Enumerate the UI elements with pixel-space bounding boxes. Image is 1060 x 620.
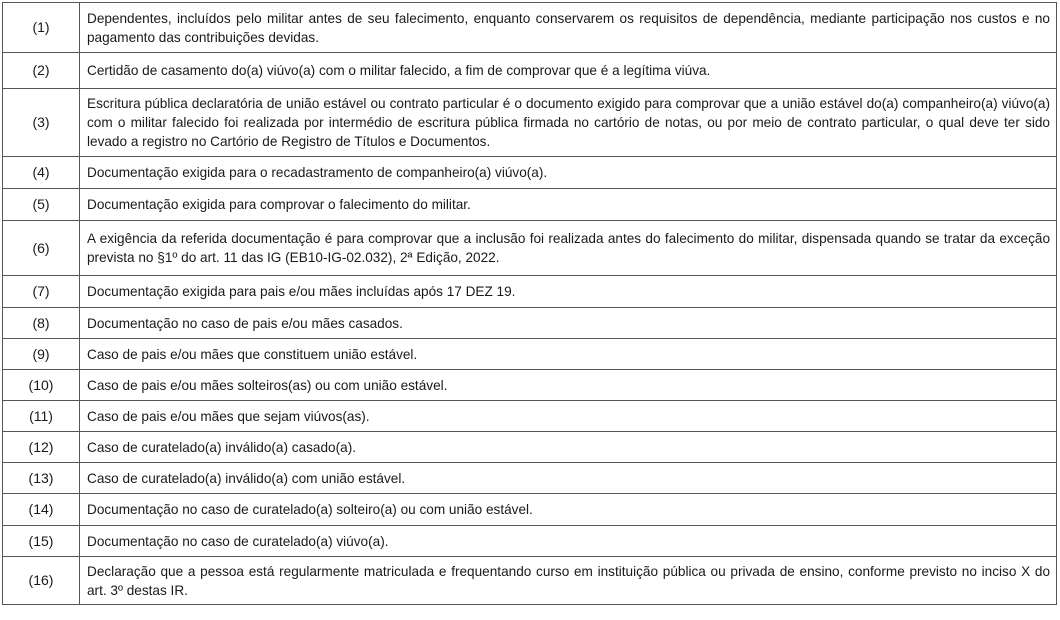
table-row bbox=[3, 463, 1057, 494]
notes-table bbox=[2, 2, 1057, 605]
row-text: Caso de pais e/ou mães que constituem união estável. bbox=[80, 339, 1057, 370]
table-row bbox=[3, 526, 1057, 557]
row-number: (5) bbox=[3, 189, 80, 221]
notes-table-body bbox=[3, 3, 1057, 605]
row-text: Caso de curatelado(a) inválido(a) com união estável. bbox=[80, 463, 1057, 494]
row-text: A exigência da referida documentação é para comprovar que a inclusão foi realizada antes do falecimento do militar, dispensada quando se tratar da exceção prevista no §1º do art. 11 das IG (EB10-IG-02.032), 2ª Edição, 2022. bbox=[80, 221, 1057, 276]
table-row bbox=[3, 432, 1057, 463]
row-number: (7) bbox=[3, 276, 80, 308]
row-text: Documentação no caso de curatelado(a) viúvo(a). bbox=[80, 526, 1057, 557]
row-text: Documentação no caso de pais e/ou mães casados. bbox=[80, 308, 1057, 339]
row-text: Caso de pais e/ou mães solteiros(as) ou com união estável. bbox=[80, 370, 1057, 401]
table-row bbox=[3, 221, 1057, 276]
row-number: (9) bbox=[3, 339, 80, 370]
row-number: (8) bbox=[3, 308, 80, 339]
row-number: (1) bbox=[3, 3, 80, 53]
table-row bbox=[3, 370, 1057, 401]
row-number: (16) bbox=[3, 557, 80, 605]
table-row bbox=[3, 339, 1057, 370]
row-number: (12) bbox=[3, 432, 80, 463]
table-row bbox=[3, 494, 1057, 526]
row-number: (14) bbox=[3, 494, 80, 526]
row-number: (15) bbox=[3, 526, 80, 557]
row-text: Documentação exigida para pais e/ou mães incluídas após 17 DEZ 19. bbox=[80, 276, 1057, 308]
table-row bbox=[3, 276, 1057, 308]
row-number: (2) bbox=[3, 53, 80, 89]
table-row bbox=[3, 157, 1057, 189]
table-row bbox=[3, 308, 1057, 339]
row-number: (3) bbox=[3, 89, 80, 157]
table-row bbox=[3, 89, 1057, 157]
table-row bbox=[3, 3, 1057, 53]
row-number: (11) bbox=[3, 401, 80, 432]
table-row bbox=[3, 189, 1057, 221]
row-text: Declaração que a pessoa está regularmente matriculada e frequentando curso em instituição pública ou privada de ensino, conforme previsto no inciso X do art. 3º destas IR. bbox=[80, 557, 1057, 605]
row-text: Certidão de casamento do(a) viúvo(a) com o militar falecido, a fim de comprovar que é a legítima viúva. bbox=[80, 53, 1057, 89]
row-number: (6) bbox=[3, 221, 80, 276]
row-text: Documentação exigida para comprovar o falecimento do militar. bbox=[80, 189, 1057, 221]
row-number: (13) bbox=[3, 463, 80, 494]
table-row bbox=[3, 401, 1057, 432]
table-row bbox=[3, 53, 1057, 89]
row-text: Caso de pais e/ou mães que sejam viúvos(as). bbox=[80, 401, 1057, 432]
row-number: (4) bbox=[3, 157, 80, 189]
row-text: Escritura pública declaratória de união estável ou contrato particular é o documento exigido para comprovar que a união estável do(a) companheiro(a) viúvo(a) com o militar falecido foi realizada por intermédio de escritura pública firmada no cartório de notas, ou por meio de contrato particular, o qual deve ter sido levado a registro no Cartório de Registro de Títulos e Documentos. bbox=[80, 89, 1057, 157]
row-text: Caso de curatelado(a) inválido(a) casado(a). bbox=[80, 432, 1057, 463]
row-text: Documentação exigida para o recadastramento de companheiro(a) viúvo(a). bbox=[80, 157, 1057, 189]
row-text: Documentação no caso de curatelado(a) solteiro(a) ou com união estável. bbox=[80, 494, 1057, 526]
row-text: Dependentes, incluídos pelo militar antes de seu falecimento, enquanto conservarem os requisitos de dependência, mediante participação nos custos e no pagamento das contribuições devidas. bbox=[80, 3, 1057, 53]
table-row bbox=[3, 557, 1057, 605]
row-number: (10) bbox=[3, 370, 80, 401]
